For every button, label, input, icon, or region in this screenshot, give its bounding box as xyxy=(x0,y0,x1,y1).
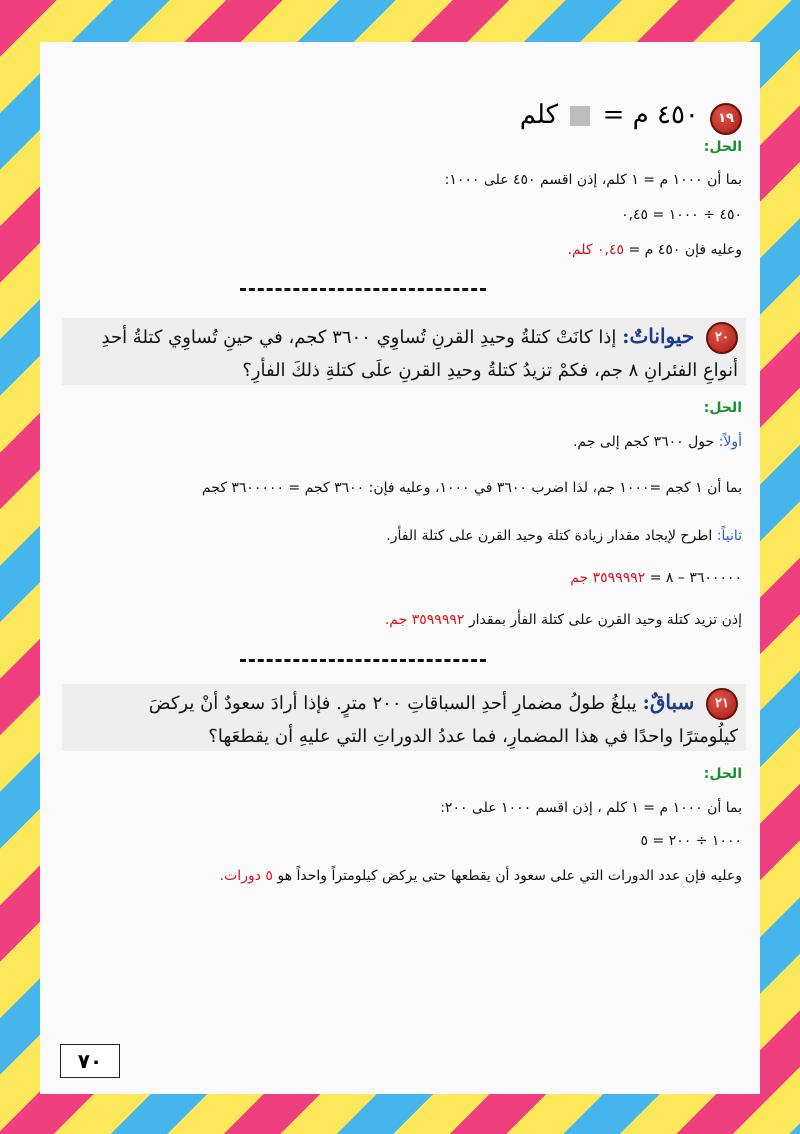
separator-1 xyxy=(240,288,486,291)
page-sheet xyxy=(40,42,760,1094)
q19-question xyxy=(520,100,699,130)
q20-first-text: حول ٣٦٠٠ كجم إلى جم. xyxy=(572,434,715,450)
q21-text-line2: كيلُومترًا واحدًا في هذا المضمارِ، فما عددُ الدوراتِ التي عليهِ أن يقطعَها؟ xyxy=(208,726,738,747)
q21-line3-prefix: وعليه فإن عدد الدورات التي على سعود أن يقطعها حتى يركض كيلومتراً واحداً هو xyxy=(277,868,742,884)
q19-line3-prefix: وعليه فإن ٤٥٠ م = xyxy=(628,242,742,258)
q19-question-right: كلم xyxy=(519,100,559,130)
q20-question-box xyxy=(62,318,746,385)
q21-solution-label: الحل: xyxy=(703,766,742,782)
q20-second-text: اطرح لإيجاد مقدار زيادة كتلة وحيد القرن على كتلة الفأر. xyxy=(386,528,713,544)
q21-title: سباقٌ: xyxy=(642,690,695,714)
q21-question-line1 xyxy=(70,688,738,720)
q19-blank-box xyxy=(570,106,590,126)
q20-line2: بما أن ١ كجم =١٠٠٠ جم، لذا اضرب ٣٦٠٠ في ١٠٠٠، وعليه فإن: ٣٦٠٠ كجم = ٣٦٠٠٠٠٠ كجم xyxy=(201,480,742,496)
q20-line5-prefix: إذن تزيد كتلة وحيد القرن على كتلة الفأر بمقدار xyxy=(468,612,742,628)
q21-line2: ١٠٠٠ ÷ ٢٠٠ = ٥ xyxy=(640,833,742,849)
q21-answer: ٥ دورات. xyxy=(219,868,273,884)
q20-first-label: أولاً: xyxy=(718,434,742,450)
q21-line1: بما أن ١٠٠٠ م = ١ كلم ، إذن اقسم ١٠٠٠ على ٢٠٠: xyxy=(440,800,742,816)
q20-title: حيواناتٌ: xyxy=(622,324,695,348)
q19-solution-label: الحل: xyxy=(703,139,742,155)
q19-line1: بما أن ١٠٠٠ م = ١ كلم، إذن اقسم ٤٥٠ على ١٠٠٠: xyxy=(444,172,742,188)
q19-answer: ٠,٤٥ كلم. xyxy=(567,242,625,258)
page-number: ٧٠ xyxy=(60,1044,120,1078)
q20-answer: ٣٥٩٩٩٩٢ جم. xyxy=(384,612,465,628)
q21-question-box xyxy=(62,684,746,751)
q21-line3 xyxy=(58,868,742,884)
q21-number-badge: ٢١ xyxy=(706,688,738,720)
q20-text-line1: إذا كانَتْ كتلةُ وحيدِ القرنِ تُساوِي ٣٦٠٠ كجم، في حينِ تُساوِي كتلةُ أحدِ xyxy=(101,327,617,348)
q20-question-line1 xyxy=(70,322,738,354)
q19-question-left: ٤٥٠ م = xyxy=(602,100,699,130)
q19-line2: ٤٥٠ ÷ ١٠٠٠ = ٠,٤٥ xyxy=(621,207,742,223)
q19-number-badge: ١٩ xyxy=(710,103,742,135)
q20-second-label: ثانياً: xyxy=(716,528,742,544)
q20-number-badge: ٢٠ xyxy=(706,322,738,354)
q19-line3 xyxy=(58,242,742,258)
q20-line4-answer: ٣٥٩٩٩٩٢ جم xyxy=(570,570,646,586)
q19-header xyxy=(58,100,742,135)
q20-line4-prefix: ٣٦٠٠٠٠٠ – ٨ = xyxy=(649,570,742,586)
q20-text-line2: أنواعِ الفئرانِ ٨ جم، فكمْ تزيدُ كتلةُ وحيدِ القرنِ علَى كتلةِ ذلكَ الفأرِ؟ xyxy=(242,360,738,381)
q20-second-line xyxy=(58,528,742,544)
q20-first-line xyxy=(58,434,742,450)
q20-line5 xyxy=(58,612,742,628)
q20-solution-label: الحل: xyxy=(703,400,742,416)
q21-text-line1: يبلغُ طولُ مضمارِ أحدِ السباقاتِ ٢٠٠ مترٍ. فإذا أرادَ سعودٌ أنْ يركضَ xyxy=(148,693,637,714)
separator-2 xyxy=(240,659,486,662)
q20-line4 xyxy=(58,570,742,586)
